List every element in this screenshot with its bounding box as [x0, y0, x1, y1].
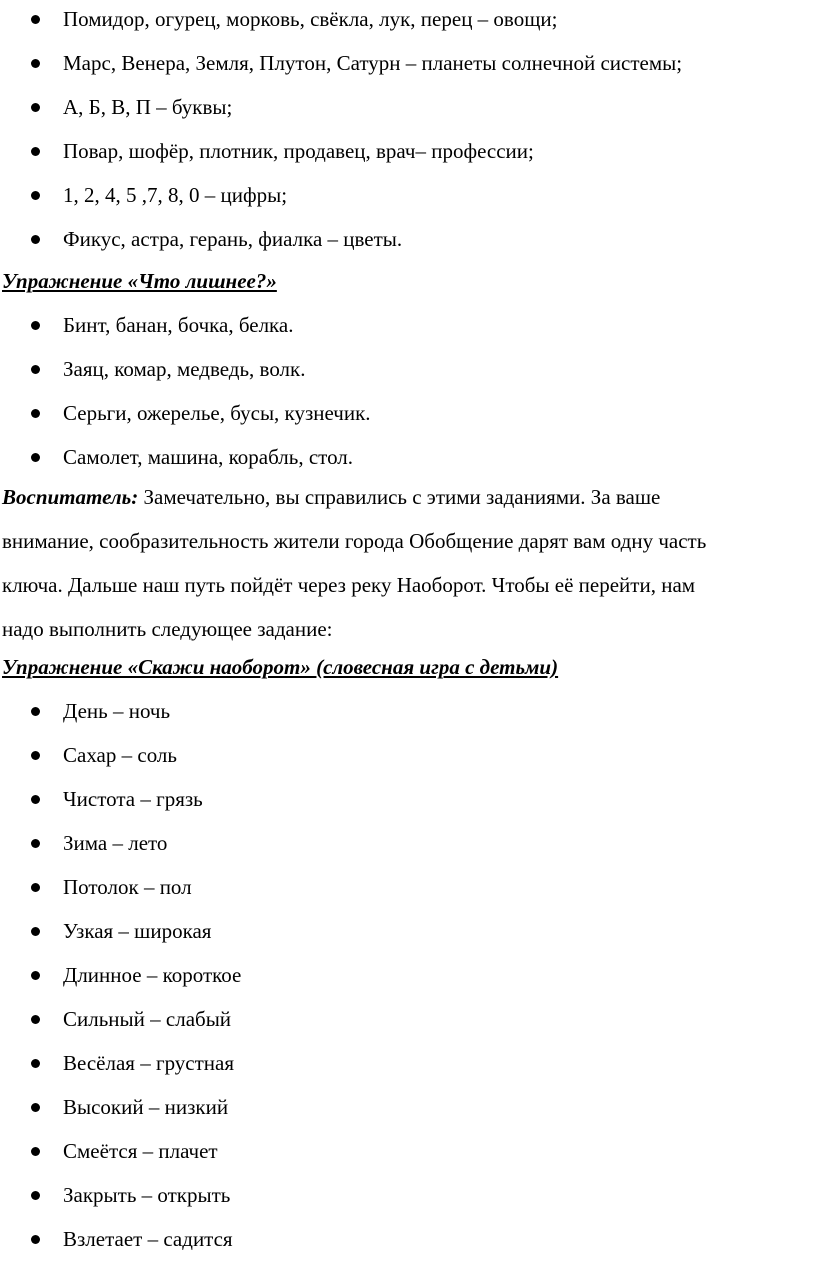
- list-item-text: Сахар – соль: [63, 743, 177, 767]
- bullet-icon: [31, 751, 40, 760]
- list-item: [0, 136, 816, 166]
- list-item: [0, 398, 816, 428]
- list-item: [0, 48, 816, 78]
- bullet-icon: [31, 971, 40, 980]
- bullet-icon: [31, 883, 40, 892]
- list-item-text: Самолет, машина, корабль, стол.: [63, 445, 354, 469]
- bullet-icon: [31, 1059, 40, 1068]
- list-item: [0, 224, 816, 254]
- list-item-text: Бинт, банан, бочка, белка.: [63, 313, 294, 337]
- list-item: [0, 310, 816, 340]
- list-item: [0, 916, 816, 946]
- list-item: [0, 1136, 816, 1166]
- list-item: [0, 442, 816, 472]
- paragraph-line: [2, 482, 660, 512]
- list-item: [0, 1004, 816, 1034]
- list-item-text: Чистота – грязь: [63, 787, 203, 811]
- bullet-icon: [31, 1235, 40, 1244]
- list-item: [0, 696, 816, 726]
- list-item: [0, 4, 816, 34]
- list-item: [0, 960, 816, 990]
- bullet-icon: [31, 1103, 40, 1112]
- list-item-text: Смеётся – плачет: [63, 1139, 218, 1163]
- paragraph-text: Замечательно, вы справились с этими заданиями. За ваше: [138, 485, 661, 509]
- list-item: [0, 180, 816, 210]
- list-item-text: Повар, шофёр, плотник, продавец, врач– профессии;: [63, 139, 534, 163]
- bullet-icon: [31, 927, 40, 936]
- bullet-icon: [31, 321, 40, 330]
- list-item: [0, 872, 816, 902]
- speaker-label: Воспитатель:: [2, 485, 139, 509]
- list-item-text: Серьги, ожерелье, бусы, кузнечик.: [63, 401, 371, 425]
- bullet-icon: [31, 453, 40, 462]
- list-item-text: Высокий – низкий: [63, 1095, 229, 1119]
- bullet-icon: [31, 147, 40, 156]
- bullet-icon: [31, 795, 40, 804]
- bullet-icon: [31, 103, 40, 112]
- list-item: [0, 1180, 816, 1210]
- list-item: [0, 92, 816, 122]
- paragraph-line: внимание, сообразительность жители города Обобщение дарят вам одну часть: [2, 529, 707, 553]
- bullet-icon: [31, 59, 40, 68]
- bullet-icon: [31, 15, 40, 24]
- list-item-text: Закрыть – открыть: [63, 1183, 231, 1207]
- list-item-text: Сильный – слабый: [63, 1007, 232, 1031]
- list-item-text: Взлетает – садится: [63, 1227, 233, 1251]
- list-item-text: Весёлая – грустная: [63, 1051, 235, 1075]
- bullet-icon: [31, 409, 40, 418]
- paragraph-line: надо выполнить следующее задание:: [2, 617, 333, 641]
- list-item: [0, 784, 816, 814]
- list-item-text: Узкая – широкая: [63, 919, 212, 943]
- paragraph-line: ключа. Дальше наш путь пойдёт через реку Наоборот. Чтобы её перейти, нам: [2, 573, 696, 597]
- list-item: [0, 828, 816, 858]
- list-item-text: Помидор, огурец, морковь, свёкла, лук, перец – овощи;: [63, 7, 558, 31]
- list-item-text: Марс, Венера, Земля, Плутон, Сатурн – планеты солнечной системы;: [63, 51, 683, 75]
- list-item-text: Фикус, астра, герань, фиалка – цветы.: [63, 227, 403, 251]
- list-item-text: Длинное – короткое: [63, 963, 242, 987]
- bullet-icon: [31, 707, 40, 716]
- bullet-icon: [31, 839, 40, 848]
- list-item-text: Зима – лето: [63, 831, 168, 855]
- list-item-text: День – ночь: [63, 699, 171, 723]
- list-item: [0, 354, 816, 384]
- bullet-icon: [31, 1147, 40, 1156]
- list-item: [0, 1224, 816, 1254]
- list-item: [0, 740, 816, 770]
- bullet-icon: [31, 235, 40, 244]
- list-item: [0, 1092, 816, 1122]
- bullet-icon: [31, 365, 40, 374]
- exercise-heading: Упражнение «Скажи наоборот» (словесная игра с детьми): [2, 655, 559, 679]
- list-item-text: 1, 2, 4, 5 ,7, 8, 0 – цифры;: [63, 183, 288, 207]
- list-item-text: А, Б, В, П – буквы;: [63, 95, 233, 119]
- exercise-heading: Упражнение «Что лишнее?»: [2, 269, 277, 293]
- bullet-icon: [31, 1015, 40, 1024]
- bullet-icon: [31, 191, 40, 200]
- list-item-text: Заяц, комар, медведь, волк.: [63, 357, 306, 381]
- list-item: [0, 1048, 816, 1078]
- bullet-icon: [31, 1191, 40, 1200]
- list-item-text: Потолок – пол: [63, 875, 192, 899]
